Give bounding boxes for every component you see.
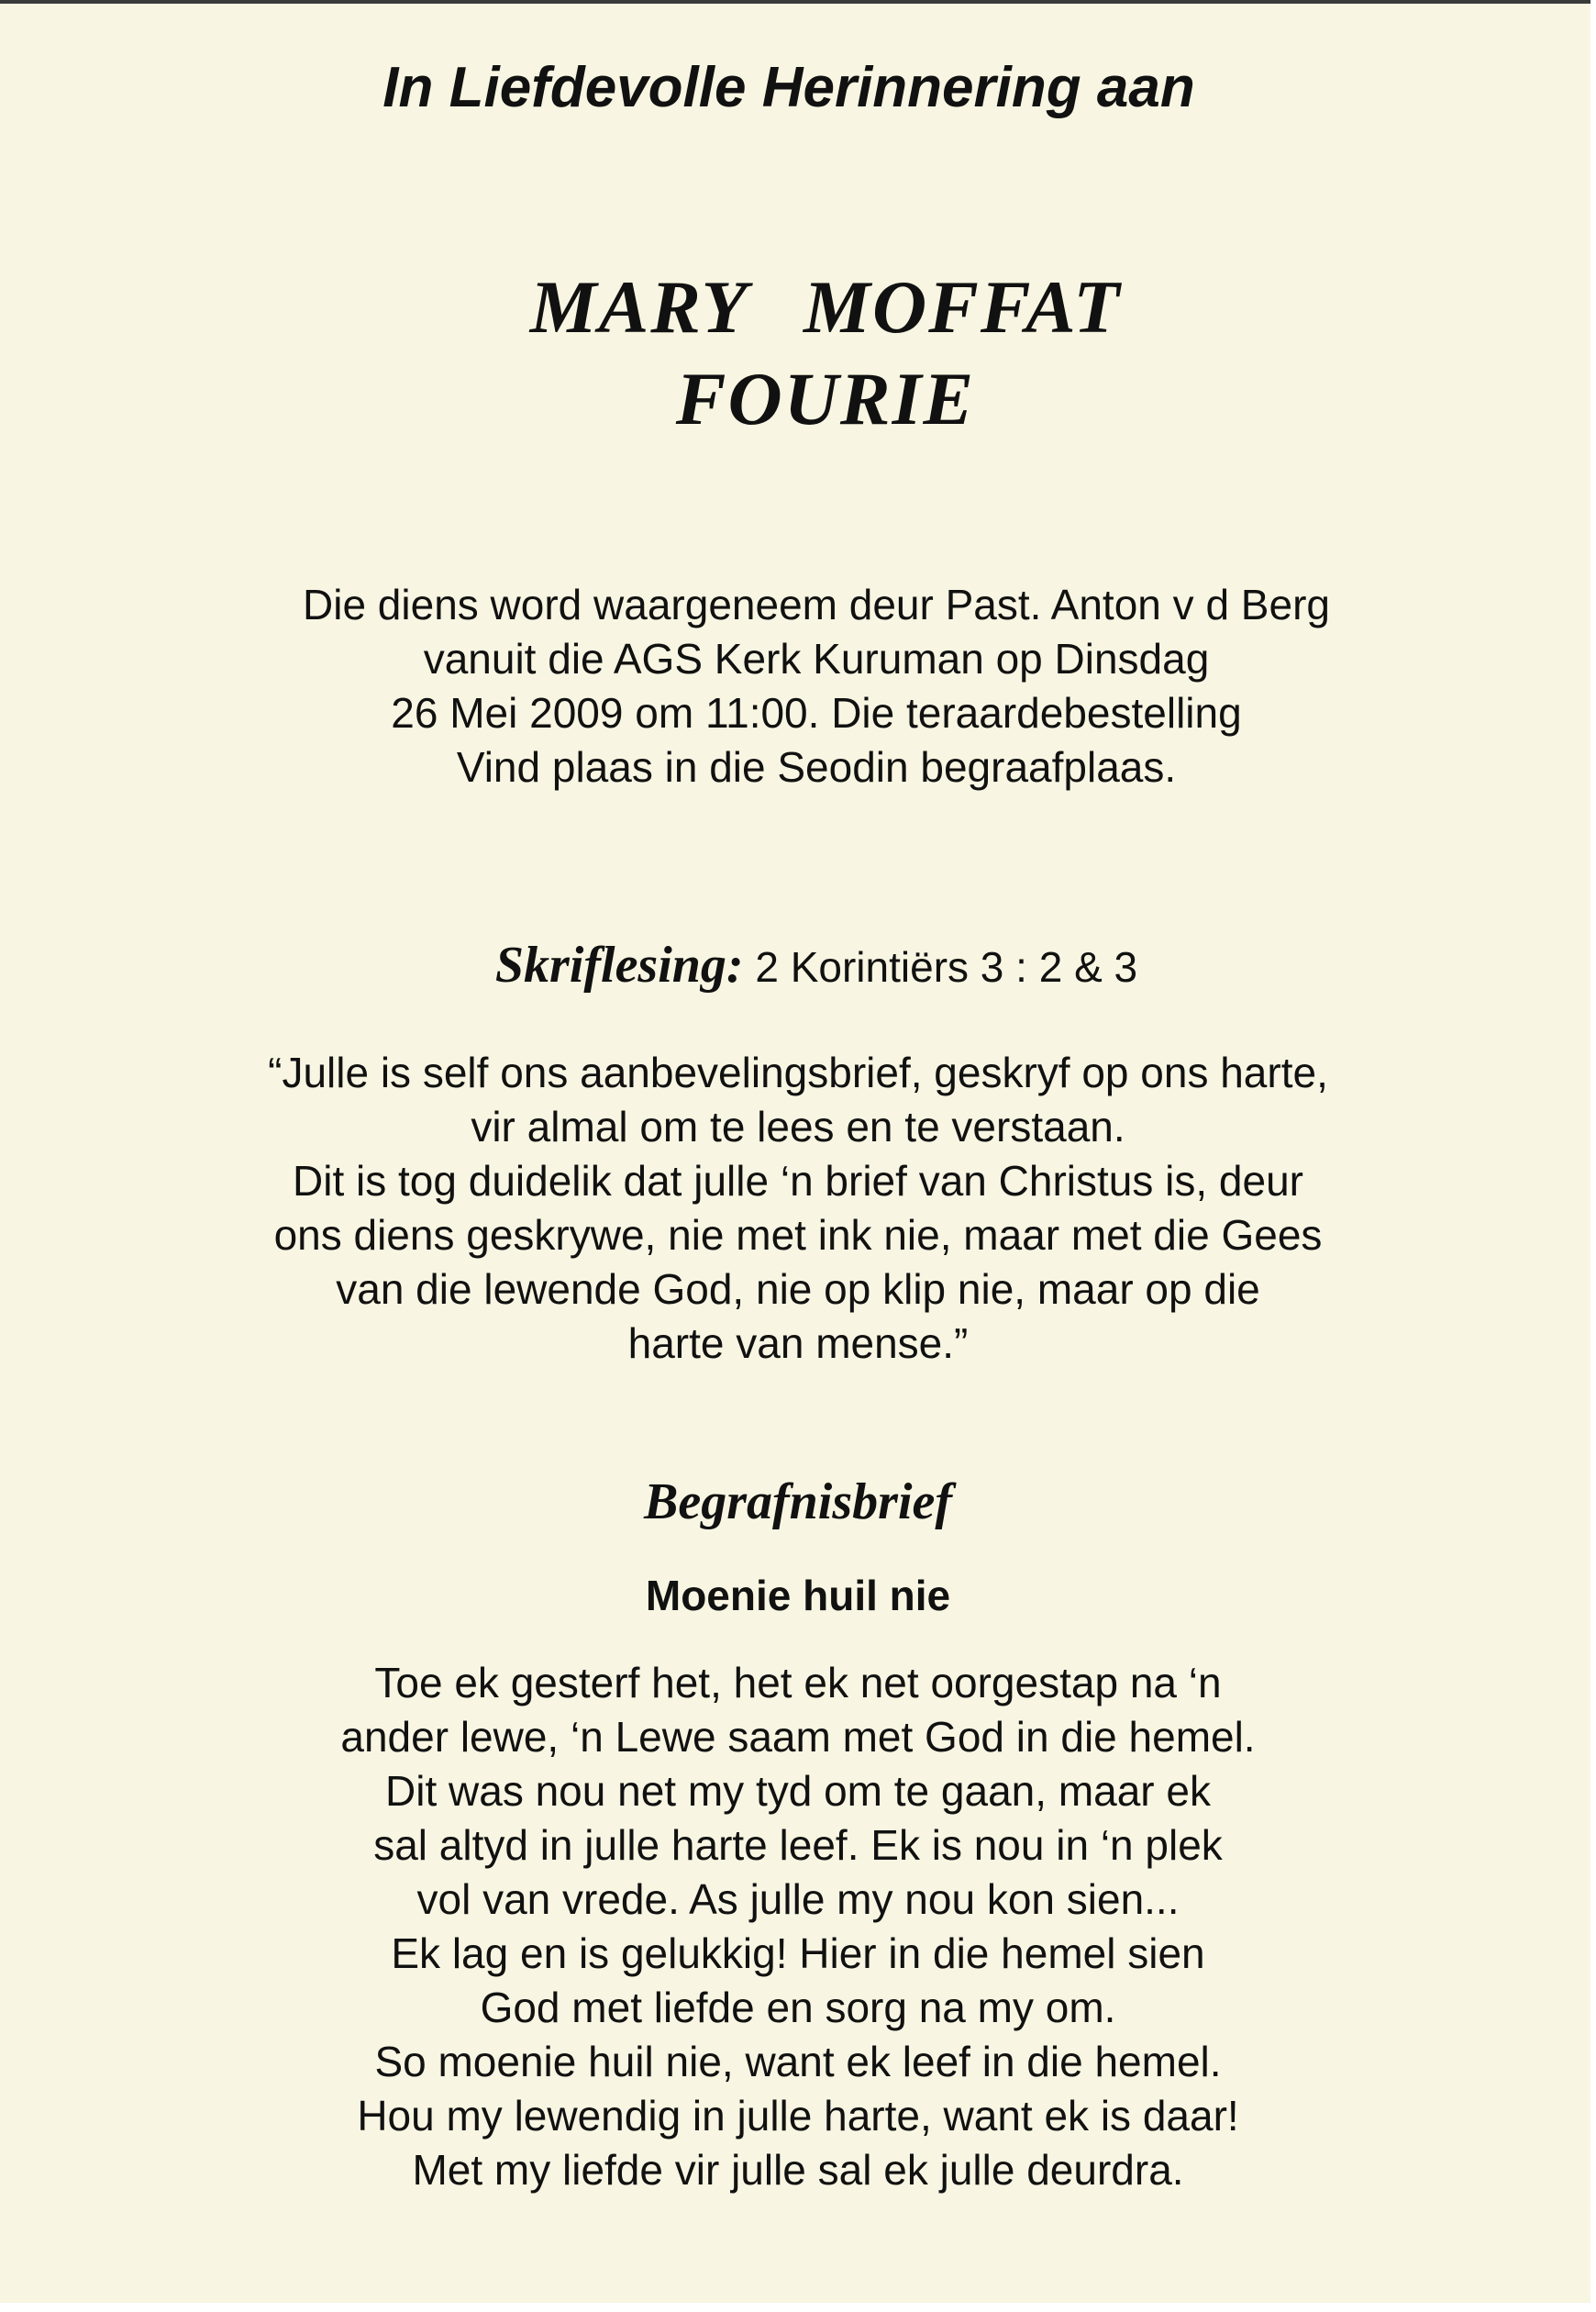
- poem-line: sal altyd in julle harte leef. Ek is nou in ‘n plek: [373, 1821, 1223, 1869]
- scripture-line: harte van mense.”: [627, 1319, 969, 1367]
- scripture-passage: [0, 1046, 1596, 1371]
- service-line: 26 Mei 2009 om 11:00. Die teraardebestelling: [391, 689, 1242, 737]
- poem-line: ander lewe, ‘n Lewe saam met God in die hemel.: [340, 1713, 1256, 1761]
- poem-line: Ek lag en is gelukkig! Hier in die hemel sien: [391, 1929, 1205, 1977]
- letter-title: Begrafnisbrief: [644, 1473, 952, 1530]
- scripture-line: Dit is tog duidelik dat julle ‘n brief van Christus is, deur: [293, 1157, 1303, 1205]
- scripture-line: van die lewende God, nie op klip nie, maar op die: [336, 1265, 1260, 1313]
- poem-line: So moenie huil nie, want ek leef in die hemel.: [374, 2038, 1222, 2085]
- deceased-name-line-1: MARY MOFFAT: [529, 265, 1122, 349]
- page-heading: In Liefdevolle Herinnering aan: [382, 56, 1195, 119]
- scripture-line: vir almal om te lees en te verstaan.: [471, 1103, 1125, 1150]
- poem-line: Met my liefde vir julle sal ek julle deurdra.: [412, 2146, 1184, 2194]
- service-line: Die diens word waargeneem deur Past. Anton v d Berg: [303, 581, 1330, 628]
- service-details: [18, 578, 1596, 795]
- poem-line: Dit was nou net my tyd om te gaan, maar ek: [385, 1767, 1211, 1815]
- poem-line: Hou my lewendig in julle harte, want ek is daar!: [357, 2092, 1239, 2140]
- poem-line: vol van vrede. As julle my nou kon sien...: [416, 1875, 1180, 1923]
- page-edge-right: [1590, 0, 1596, 2312]
- poem-title: Moenie huil nie: [645, 1572, 951, 1619]
- scripture-line: ons diens geskrywe, nie met ink nie, maar met die Gees: [273, 1211, 1323, 1259]
- poem-line: Toe ek gesterf het, het ek net oorgestap na ‘n: [374, 1659, 1222, 1706]
- service-line: vanuit die AGS Kerk Kuruman op Dinsdag: [423, 635, 1210, 683]
- scripture-line: “Julle is self ons aanbevelingsbrief, geskryf op ons harte,: [268, 1049, 1328, 1096]
- poem-line: God met liefde en sorg na my om.: [480, 1984, 1116, 2031]
- poem-body: [0, 1656, 1596, 2197]
- scripture-reading: [18, 936, 1596, 995]
- service-line: Vind plaas in die Seodin begraafplaas.: [456, 743, 1177, 791]
- reading-label: Skriflesing:: [494, 937, 744, 994]
- top-rule: [0, 0, 1596, 4]
- reading-reference: 2 Korintiërs 3 : 2 & 3: [755, 943, 1138, 991]
- deceased-name-line-2: FOURIE: [675, 357, 976, 440]
- page-edge-bottom: [0, 2303, 1596, 2312]
